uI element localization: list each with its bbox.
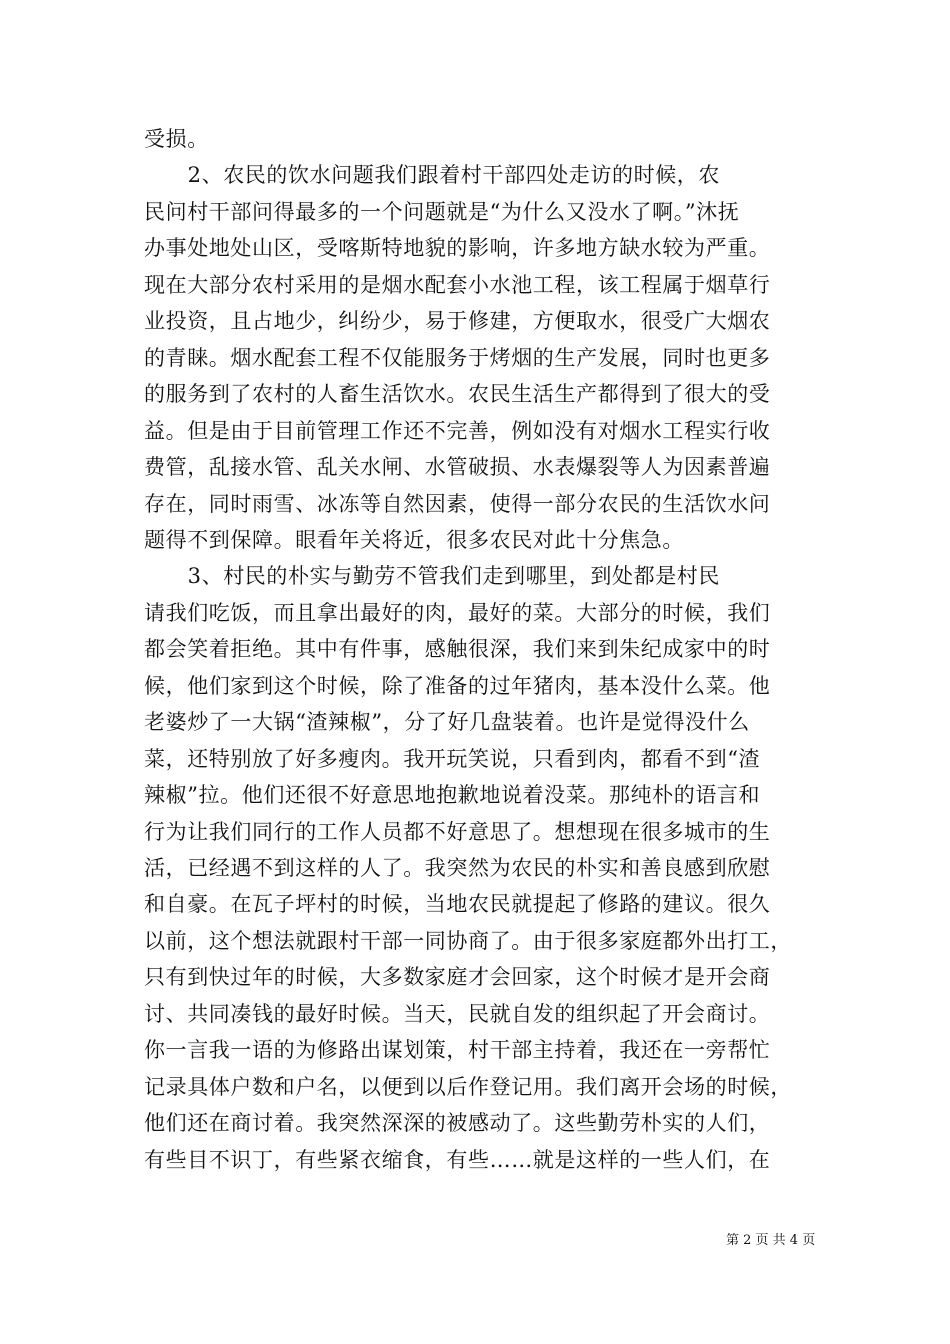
page-footer: 第 2 页 共 4 页 [726,1233,816,1248]
text-line: 你一言我一语的为修路出谋划策，村干部主持着，我还在一旁帮忙 [144,1038,771,1063]
text-line: 2、农民的饮水问题我们跟着村干部四处走访的时候，农 [144,163,721,188]
text-line: 都会笑着拒绝。其中有件事，感触很深，我们来到朱纪成家中的时 [144,637,771,662]
text-line: 的服务到了农村的人畜生活饮水。农民生活生产都得到了很大的受 [144,382,771,407]
text-line: 民问村干部问得最多的一个问题就是“为什么又没水了啊。”沐抚 [144,199,740,224]
text-line: 现在大部分农村采用的是烟水配套小水池工程，该工程属于烟草行 [144,272,771,297]
text-line: 益。但是由于目前管理工作还不完善，例如没有对烟水工程实行收 [144,418,771,443]
text-line: 办事处地处山区，受喀斯特地貌的影响，许多地方缺水较为严重。 [144,236,771,261]
text-line: 辣椒”拉。他们还很不好意思地抱歉地说着没菜。那纯朴的语言和 [144,783,761,808]
text-line: 讨、共同凑钱的最好时候。当天，民就自发的组织起了开会商讨。 [144,1001,771,1026]
text-line: 活，已经遇不到这样的人了。我突然为农民的朴实和善良感到欣慰 [144,856,771,880]
text-line: 的青睐。烟水配套工程不仅能服务于烤烟的生产发展，同时也更多 [144,345,771,370]
text-line: 有些目不识丁，有些紧衣缩食，有些……就是这样的一些人们，在 [144,1147,771,1172]
text-line: 菜，还特别放了好多瘦肉。我开玩笑说，只看到肉，都看不到“渣 [144,746,761,771]
text-line: 和自豪。在瓦子坪村的时候，当地农民就提起了修路的建议。很久 [144,892,771,917]
text-line: 题得不到保障。眼看年关将近，很多农民对此十分焦急。 [144,527,684,552]
text-line: 以前，这个想法就跟村干部一同协商了。由于很多家庭都外出打工， [144,928,792,953]
text-line: 受损。 [144,127,209,151]
text-line: 候，他们家到这个时候，除了准备的过年猪肉，基本没什么菜。他 [144,673,771,698]
text-line: 业投资，且占地少，纠纷少，易于修建，方便取水，很受广大烟农 [144,309,771,334]
text-line: 老婆炒了一大锅“渣辣椒”，分了好几盘装着。也许是觉得没什么 [144,710,750,735]
text-line: 行为让我们同行的工作人员都不好意思了。想想现在很多城市的生 [144,819,771,844]
text-line: 只有到快过年的时候，大多数家庭才会回家，这个时候才是开会商 [144,965,771,990]
text-line: 费管，乱接水管、乱关水闸、水管破损、水表爆裂等人为因素普遍 [144,455,771,480]
text-line: 3、村民的朴实与勤劳不管我们走到哪里，到处都是村民 [144,564,721,589]
text-line: 他们还在商讨着。我突然深深的被感动了。这些勤劳朴实的人们， [144,1111,771,1136]
text-line: 存在，同时雨雪、冰冻等自然因素，使得一部分农民的生活饮水问 [144,491,771,516]
text-line: 请我们吃饭，而且拿出最好的肉，最好的菜。大部分的时候，我们 [144,600,771,625]
text-line: 记录具体户数和户名，以便到以后作登记用。我们离开会场的时候， [144,1074,792,1099]
